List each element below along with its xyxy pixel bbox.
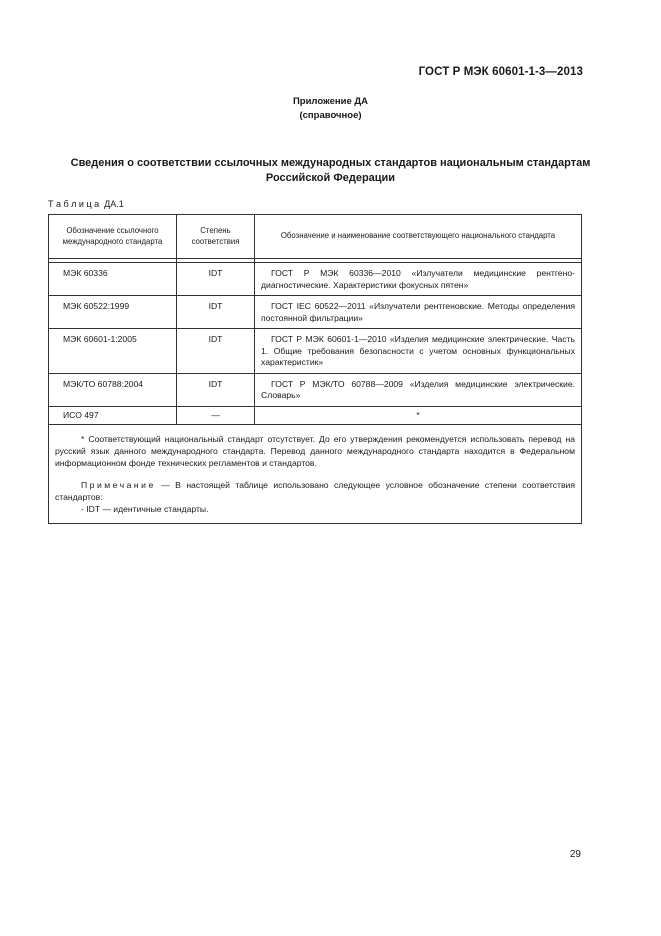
- row-designation: ИСО 497: [49, 406, 177, 425]
- column-header-national: Обозначение и наименование соответствующего национального стандарта: [255, 215, 582, 259]
- table-row: [49, 406, 582, 425]
- table-notes: [49, 425, 582, 524]
- column-header-designation: Обозначение ссылочного международного стандарта: [49, 215, 177, 259]
- column-header-degree: Степень соответствия: [177, 215, 255, 259]
- note: [55, 479, 575, 503]
- annex-subtitle: (справочное): [299, 110, 362, 121]
- row-national-standard: *: [255, 406, 582, 425]
- document-code: ГОСТ Р МЭК 60601-1-3—2013: [418, 66, 583, 78]
- table-row: [49, 263, 582, 296]
- table-notes-row: [49, 425, 582, 524]
- row-national-standard: ГОСТ IEC 60522—2011 «Излучатели рентгеновские. Методы определения постоянной фильтрации»: [255, 296, 582, 329]
- note-label: Примечание: [81, 480, 156, 490]
- row-designation: МЭК 60601-1:2005: [49, 329, 177, 374]
- row-degree: —: [177, 406, 255, 425]
- table-row: [49, 373, 582, 406]
- note-text: — В настоящей таблице использовано следующее условное обозначение степени соответствия стандартов:: [55, 480, 575, 502]
- row-designation: МЭК/ТО 60788:2004: [49, 373, 177, 406]
- row-national-standard: ГОСТ Р МЭК 60601-1—2010 «Изделия медицинские электрические. Часть 1. Общие требования безопасности с учетом основных функциональных характеристик»: [255, 329, 582, 374]
- row-degree: IDT: [177, 296, 255, 329]
- correspondence-table: [48, 214, 582, 524]
- table-row: [49, 329, 582, 374]
- legend-item: - IDT — идентичные стандарты.: [81, 504, 209, 514]
- footnote: * Соответствующий национальный стандарт отсутствует. До его утверждения рекомендуется использовать перевод на русский язык данного международного стандарта. Перевод данного международного стандарта находится в Федеральном информационном фонде технических регламентов и стандартов.: [55, 434, 575, 468]
- row-designation: МЭК 60336: [49, 263, 177, 296]
- table-row: [49, 296, 582, 329]
- row-national-standard: ГОСТ Р МЭК 60336—2010 «Излучатели медицинские рентгенодиагностические. Характеристики фокусных пятен»: [255, 263, 582, 296]
- row-degree: IDT: [177, 373, 255, 406]
- section-heading: Сведения о соответствии ссылочных международных стандартов национальным стандартам Российской Федерации: [70, 157, 591, 184]
- annex-title: Приложение ДА: [292, 96, 369, 107]
- page-number: 29: [569, 849, 581, 860]
- row-designation: МЭК 60522:1999: [49, 296, 177, 329]
- row-degree: IDT: [177, 263, 255, 296]
- annex-block: [0, 95, 661, 123]
- row-degree: IDT: [177, 329, 255, 374]
- table-header-row: [49, 215, 582, 259]
- row-national-standard: ГОСТ Р МЭК/ТО 60788—2009 «Изделия медицинские электрические. Словарь»: [255, 373, 582, 406]
- table-caption: Т а б л и ц а ДА.1: [48, 199, 124, 209]
